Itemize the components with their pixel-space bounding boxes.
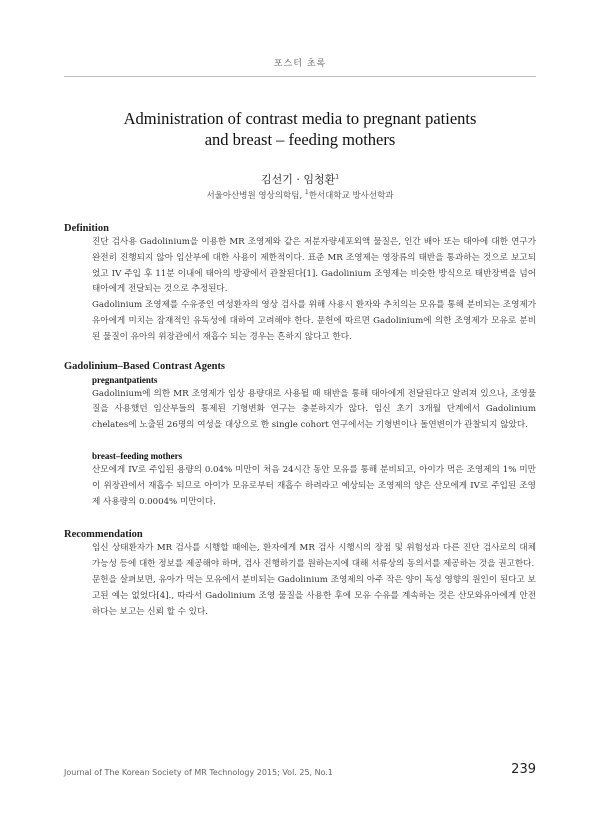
pregnant-paragraph: Gadolinium에 의한 MR 조영제가 임상 용량대로 사용될 때 태반을 통해 태아에게 전달된다고 알려져 있으나, 조영물질을 사용했던 임산부들의 통제된 기형변화 연구는 충분하지가 않다. 임신 초기 3개월 단계에서 Gadolinium chelates에 노출된 26명의 여성을 대상으로 한 single cohort 연구에서는 기형변이나 돌연변이가 관찰되지 않았다. xyxy=(92,388,536,431)
pregnant-subheading: pregnantpatients xyxy=(92,374,158,385)
title-line-2: and breast – feeding mothers xyxy=(204,130,396,149)
header-divider xyxy=(64,76,536,77)
title-line-1: Administration of contrast media to pregnant patients xyxy=(123,109,477,128)
article-body xyxy=(64,222,536,620)
author-names: 김선기 · 임청환 xyxy=(260,173,336,186)
recommendation-paragraph: 임신 상태환자가 MR 검사를 시행할 때에는, 환자에게 MR 검사 시행시의 장점 및 위험성과 다른 진단 검사로의 대체 가능성 등에 대한 정보를 제공해야 하며, 검사 진행하기를 원하는지에 대해 서류상의 동의서를 제공하는 것을 권고한다. xyxy=(92,543,536,570)
paper-title xyxy=(64,108,536,150)
journal-citation: Journal of The Korean Society of MR Technology 2015; Vol. 25, No.1 xyxy=(64,768,334,777)
definition-paragraph: 진단 검사용 Gadolinium을 이용한 MR 조영제와 같은 저분자량세포외액 물질은, 인간 배아 또는 태아에 대한 연구가 완전히 진행되지 않아 임산부에 대한 사용이 제한적이다. 표준 MR 조영제는 영장류의 태반을 통과하는 것으로 보고되었고 IV 주입 후 11분 이내에 태아의 방광에서 관찰된다[1]. Gadolinium 조영제는 비슷한 방식으로 태반장벽을 넘어 태아에게 전달되는 것으로 추정된다. xyxy=(92,237,536,295)
breast-feeding-paragraph: 산모에게 IV로 주입된 용량의 0.04% 미만이 처음 24시간 동안 모유를 통해 분비되고, 아이가 먹은 조영제의 1% 미만이 위장관에서 재흡수 되므로 아이가 모유로부터 재흡수 하려라고 예상되는 조영제의 양은 산모에게 IV로 주입된 조영제 사용량의 0.0004% 미만이다. xyxy=(92,464,536,507)
author-list xyxy=(0,171,600,187)
definition-paragraph: Gadolinium 조영제를 수유중인 여성환자의 영상 검사를 위해 사용시 환자와 추치의는 모유를 통해 분비되는 조영제가 유아에게 미치는 잠재적인 유독성에 대하여 고려해야 한다. 문헌에 따르면 Gadolinium에 의한 조영제가 모유로 분비된 물질이 유아의 위장관에서 재흡수 되는 경우는 흔하지 않다고 한다. xyxy=(92,300,536,342)
affiliation-1: 서울아산병원 영상의학팀, xyxy=(206,191,305,201)
recommendation-paragraph: 문헌을 살펴보면, 유아가 먹는 모유에서 분비되는 Gadolinium 조영제의 아주 작은 양이 독성 영향의 원인이 된다고 보고된 예는 없었다[4]., 따라서 Gadolinium 조영 물질을 사용한 후에 모유 수유를 계속하는 것은 산모와유아에게 안전하다는 보고는 신뢰 할 수 있다. xyxy=(92,574,536,617)
section-category-header: 포스터 초록 xyxy=(273,59,327,69)
breast-feeding-subheading: breast–feeding mothers xyxy=(92,450,183,461)
page-number: 239 xyxy=(511,762,536,777)
definition-heading: Definition xyxy=(64,223,109,234)
author-affil-marker: 1 xyxy=(335,173,340,181)
affiliation-marker: 1 xyxy=(304,189,309,197)
affiliations xyxy=(0,189,600,201)
agents-heading: Gadolinium–Based Contrast Agents xyxy=(64,360,226,372)
recommendation-heading: Recommendation xyxy=(64,529,143,541)
affiliation-2: 한서대학교 방사선학과 xyxy=(308,191,394,201)
